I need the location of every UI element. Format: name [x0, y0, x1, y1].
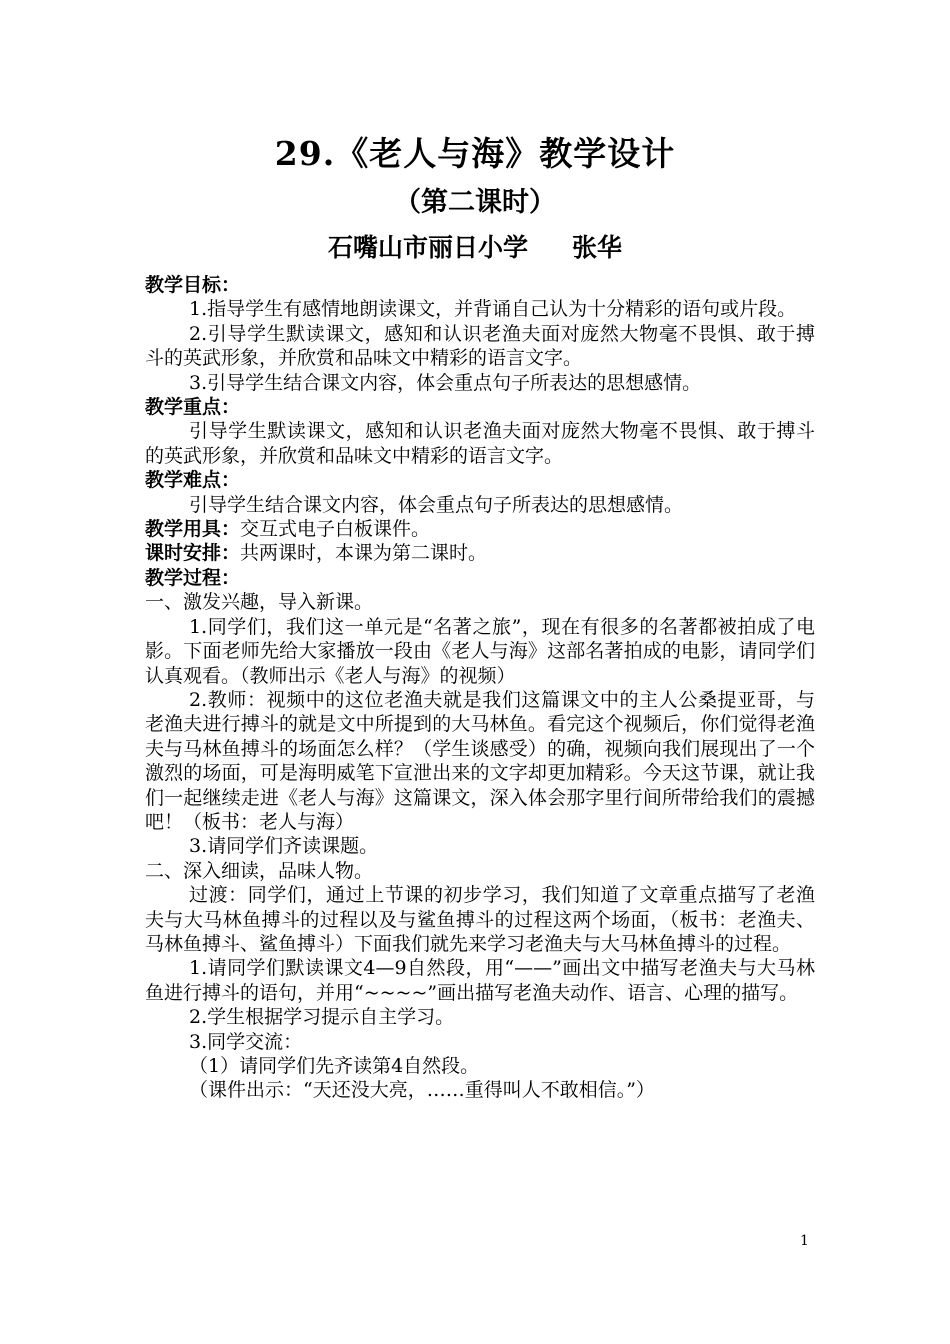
goals-heading: 教学目标：	[145, 274, 241, 296]
teacher-name: 张华	[572, 233, 623, 262]
paragraph: 1.同学们，我们这一单元是“名著之旅”，现在有很多的名著都被拍成了电影。下面老师先给大家播放一段由《老人与海》这部名著拍成的电影，请同学们认真观看。（教师出示《老人与海》的视频）	[145, 615, 815, 687]
tools-heading: 教学用具：	[145, 518, 241, 541]
paragraph: 1.请同学们默读课文4—9自然段，用“——”画出文中描写老渔夫与大马林鱼进行搏斗的语句，并用“~~~~”画出描写老渔夫动作、语言、心理的描写。	[145, 957, 815, 1004]
goal-item: 2.引导学生默读课文，感知和认识老渔夫面对庞然大物毫不畏惧、敢于搏斗的英武形象，并欣赏和品味文中精彩的语言文字。	[145, 322, 815, 370]
difficulty-heading: 教学难点：	[145, 469, 241, 492]
schedule-line	[145, 541, 815, 565]
author-line	[0, 228, 950, 264]
document-body	[145, 273, 815, 1103]
difficulty-text: 引导学生结合课文内容，体会重点句子所表达的思想感情。	[189, 493, 684, 516]
section-title: 二、深入细读，品味人物。	[145, 859, 374, 882]
document-title: 29.《老人与海》教学设计	[274, 134, 676, 173]
section-title: 一、激发兴趣，导入新课。	[145, 591, 374, 614]
schedule-heading: 课时安排：	[145, 542, 241, 565]
schedule-text: 共两课时，本课为第二课时。	[240, 542, 488, 565]
goal-item: 3.引导学生结合课文内容，体会重点句子所表达的思想感情。	[189, 371, 702, 394]
paragraph: 过渡：同学们，通过上节课的初步学习，我们知道了文章重点描写了老渔夫与大马林鱼搏斗的过程以及与鲨鱼搏斗的过程这两个场面，（板书：老渔夫、马林鱼搏斗、鲨鱼搏斗）下面我们就先来学习老渔夫与大马林鱼搏斗的过程。	[145, 884, 815, 955]
goal-item: 1.指导学生有感情地朗读课文，并背诵自己认为十分精彩的语句或片段。	[189, 298, 797, 321]
process-heading: 教学过程：	[145, 566, 241, 589]
paragraph: （1）请同学们先齐读第4自然段。	[189, 1055, 480, 1077]
paragraph: 3.同学交流：	[189, 1030, 303, 1053]
key-point-text: 引导学生默读课文，感知和认识老渔夫面对庞然大物毫不畏惧、敢于搏斗的英武形象，并欣赏和品味文中精彩的语言文字。	[145, 420, 815, 467]
document-subtitle: （第二课时）	[394, 187, 556, 218]
school-name: 石嘴山市丽日小学	[327, 233, 528, 262]
paragraph: 2.学生根据学习提示自主学习。	[189, 1006, 455, 1029]
key-point-heading: 教学重点：	[145, 396, 241, 419]
paragraph: （课件出示：“天还没大亮，……重得叫人不敢相信。”）	[189, 1079, 655, 1102]
paragraph: 2.教师：视频中的这位老渔夫就是我们这篇课文中的主人公桑提亚哥，与老渔夫进行搏斗的就是文中所提到的大马林鱼。看完这个视频后，你们觉得老渔夫与马林鱼搏斗的场面怎么样？（学生谈感受）的确，视频向我们展现出了一个激烈的场面，可是海明威笔下宣泄出来的文字却更加精彩。今天这节课，就让我们一起继续走进《老人与海》这篇课文，深入体会那字里行间所带给我们的震撼吧！（板书：老人与海）	[145, 688, 815, 833]
tools-text: 交互式电子白板课件。	[240, 518, 431, 541]
tools-line	[145, 517, 815, 541]
paragraph: 3.请同学们齐读课题。	[189, 835, 379, 858]
page-number: 1	[800, 1233, 809, 1249]
